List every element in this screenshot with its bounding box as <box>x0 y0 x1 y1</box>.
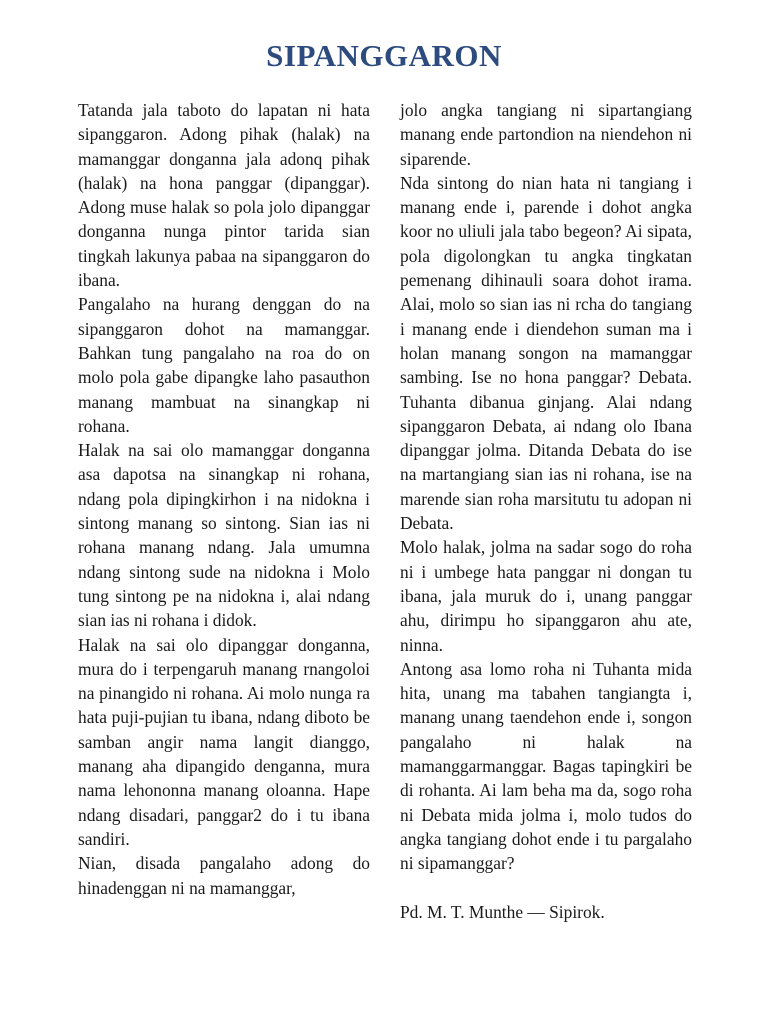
paragraph: Halak na sai olo dipanggar donganna, mura do i terpengaruh manang rnangoloi na pinangido ni rohana. Ai molo nunga ra hata puji-pujian tu ibana, ndang diboto be samban angir nama langit dianggo, manang aha dipangido denganna, mura nama lehononna manang oloanna. Hape ndang disadari, panggar2 do i tu ibana sandiri. <box>78 634 370 849</box>
paragraph: Nda sintong do nian hata ni tangiang i manang ende i, parende i dohot angka koor no uliuli jala tabo begeon? Ai sipata, pola digolongkan tu angka tingkatan pemenang dihinauli soara dohot irama. Alai, molo so sian ias ni rcha do tangiang i manang ende i diendehon suman ma i holan manang songon na mamanggar sambing. Ise no hona panggar? Debata. Tuhanta dibanua ginjang. Alai ndang sipanggaron Debata, ai ndang olo Ibana dipanggar jolma. Ditanda Debata do ise na martangiang sian ias ni rohana, ise na marende sian roha marsitutu tu adopan ni Debata. <box>400 172 692 534</box>
article-title: SIPANGGARON <box>266 38 502 73</box>
right-column <box>400 98 692 924</box>
paragraph: Nian, disada pangalaho adong do hinadenggan ni na mamanggar, <box>78 853 370 898</box>
paragraph: Molo halak, jolma na sadar sogo do roha ni i umbege hata panggar ni dongan tu ibana, jala muruk do i, unang panggar ahu, dirimpu ho sipanggaron ahu ate, ninna. <box>400 537 692 655</box>
paragraph: jolo angka tangiang ni sipartangiang manang ende partondion na niendehon ni siparende. <box>400 100 692 169</box>
left-column <box>78 98 370 900</box>
paragraph: Halak na sai olo mamanggar donganna asa dapotsa na sinangkap ni rohana, ndang pola dipingkirhon i na nidokna i sintong manang so sintong. Sian ias ni rohana manang ndang. Jala umumna ndang sintong sude na nidokna i Molo tung sintong pe na nidokna i, alai ndang sian ias ni rohana i didok. <box>78 440 370 631</box>
paragraph: Pangalaho na hurang denggan do na sipanggaron dohot na mamanggar. Bahkan tung pangalaho na roa do on molo pola gabe dipangke laho pasauthon manang mambuat na sinangkap ni rohana. <box>78 294 370 436</box>
author-signature: Pd. M. T. Munthe — Sipirok. <box>400 901 605 922</box>
paragraph: Tatanda jala taboto do lapatan ni hata sipanggaron. Adong pihak (halak) na mamanggar donganna jala adonq pihak (halak) na hona panggar (dipanggar). Adong muse halak so pola jolo dipanggar donganna nunga pintor tarida sian tingkah lakunya pabaa na sipanggaron do ibana. <box>78 100 370 291</box>
paragraph: Antong asa lomo roha ni Tuhanta mida hita, unang ma tabahen tangiangta i, manang unang taendehon ende i, songon pangalaho ni halak na mamanggarmanggar. Bagas tapingkiri be di rohanta. Ai lam beha ma da, sogo roha ni Debata mida jolma i, molo tudos do angka tangiang dohot ende i tu pargalaho ni sipamanggar? <box>400 658 692 874</box>
